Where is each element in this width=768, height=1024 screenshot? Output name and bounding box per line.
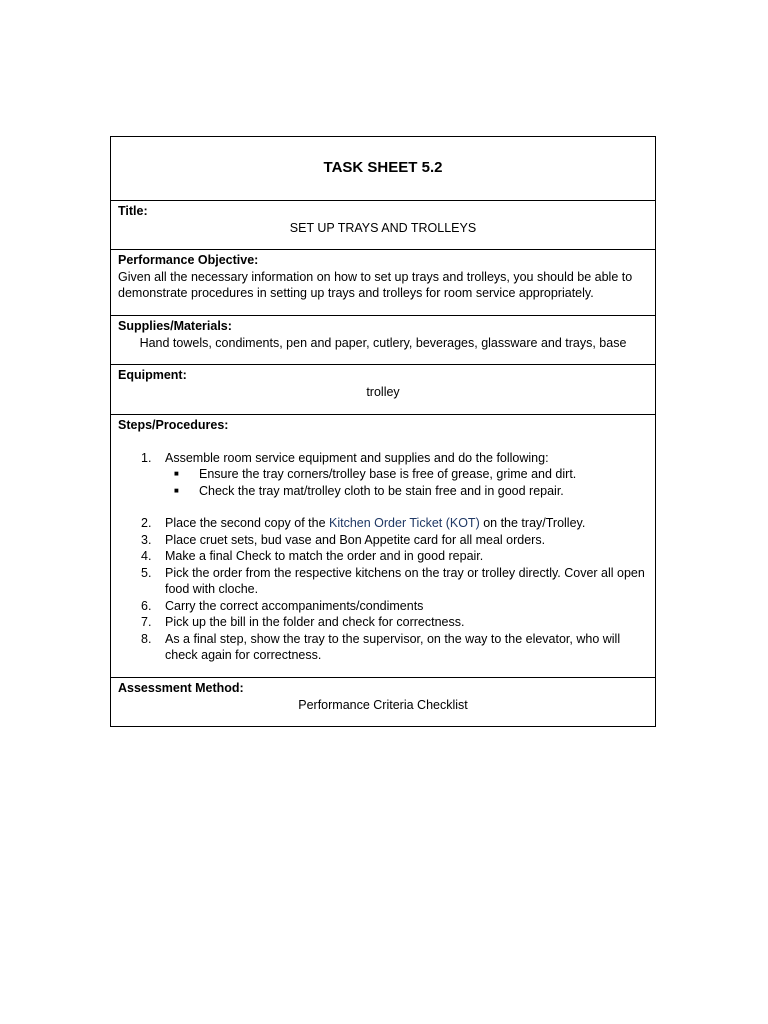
step-text-before: Place the second copy of the xyxy=(165,516,329,530)
step-number: 7. xyxy=(141,615,152,629)
steps-list xyxy=(118,450,648,664)
step-text: Carry the correct accompaniments/condiments xyxy=(165,598,424,613)
step-item xyxy=(118,532,648,549)
step-item xyxy=(118,598,648,615)
title-section xyxy=(111,200,655,249)
performance-objective-text: Given all the necessary information on how to set up trays and trolleys, you should be able to demonstrate procedures in setting up trays and trolleys for room service appropriately. xyxy=(118,269,633,300)
step-subitem xyxy=(165,466,648,483)
step-number: 4. xyxy=(141,549,152,563)
steps-section xyxy=(111,414,655,677)
performance-objective-label: Performance Objective: xyxy=(118,253,259,267)
step-text: As a final step, show the tray to the supervisor, on the way to the elevator, who will check again for correctness. xyxy=(165,631,621,662)
step-text: Make a final Check to match the order and in good repair. xyxy=(165,549,484,563)
step-number: 2. xyxy=(141,516,152,530)
step-number: 6. xyxy=(141,598,152,613)
step-item xyxy=(118,614,648,631)
supplies-label: Supplies/Materials: xyxy=(118,319,232,333)
step-subitem xyxy=(165,483,648,500)
title-value: SET UP TRAYS AND TROLLEYS xyxy=(289,220,477,235)
step-item xyxy=(118,450,648,500)
assessment-section xyxy=(111,677,655,726)
step-text: Pick the order from the respective kitchens on the tray or trolley directly. Cover all open food with cloche. xyxy=(165,565,645,596)
assessment-text: Performance Criteria Checklist xyxy=(298,697,468,712)
kot-highlight-text: Kitchen Order Ticket (KOT) xyxy=(329,516,480,530)
task-sheet-table xyxy=(110,136,656,727)
step-item xyxy=(118,565,648,598)
equipment-section xyxy=(111,364,655,414)
step-number: 1. xyxy=(141,450,152,465)
step-sublist xyxy=(165,466,648,499)
supplies-section xyxy=(111,315,655,364)
step-number: 3. xyxy=(141,532,152,547)
step-text-after: on the tray/Trolley. xyxy=(479,516,586,530)
step-subitem-text: Check the tray mat/trolley cloth to be stain free and in good repair. xyxy=(199,483,564,498)
step-number: 5. xyxy=(141,565,152,580)
step-item xyxy=(118,515,648,532)
task-sheet-header xyxy=(111,137,655,200)
step-text: Place cruet sets, bud vase and Bon Appetite card for all meal orders. xyxy=(165,532,546,547)
supplies-text: Hand towels, condiments, pen and paper, cutlery, beverages, glassware and trays, base xyxy=(139,335,627,350)
title-label: Title: xyxy=(118,204,148,218)
step-text: Pick up the bill in the folder and check for correctness. xyxy=(165,615,465,629)
assessment-label: Assessment Method: xyxy=(118,681,244,695)
performance-objective-section xyxy=(111,249,655,315)
step-text: Assemble room service equipment and supplies and do the following: xyxy=(165,450,549,465)
square-bullet-icon: ■ xyxy=(174,485,179,495)
equipment-label: Equipment: xyxy=(118,368,187,382)
step-item xyxy=(118,548,648,565)
steps-label: Steps/Procedures: xyxy=(118,418,229,432)
square-bullet-icon: ■ xyxy=(174,469,179,478)
step-item xyxy=(118,631,648,664)
equipment-text: trolley xyxy=(366,384,400,399)
step-number: 8. xyxy=(141,631,152,646)
step-subitem-text: Ensure the tray corners/trolley base is free of grease, grime and dirt. xyxy=(199,467,577,481)
task-sheet-title: TASK SHEET 5.2 xyxy=(323,159,443,177)
